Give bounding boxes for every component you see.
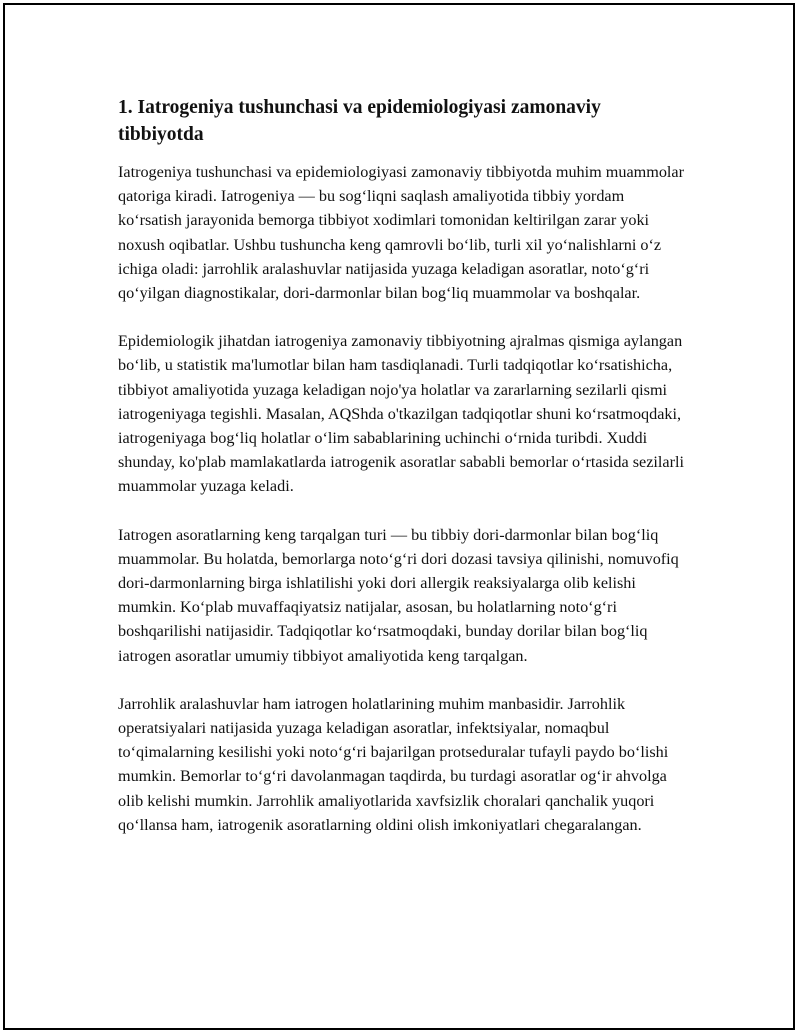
paragraph-medications: Iatrogen asoratlarning keng tarqalgan turi — bu tibbiy dori-darmonlar bilan bog‘liq muammolar. Bu holatda, bemorlarga noto‘g‘ri dori dozasi tavsiya qilinishi, nomuvofiq dori-darmonlarning birga ishlatilishi yoki dori allergik reaksiyalarga olib kelishi mumkin. Ko‘plab muvaffaqiyatsiz natijalar, asosan, bu holatlarning noto‘g‘ri boshqarilishi natijasidir. Tadqiqotlar ko‘rsatmoqdaki, bunday dorilar bilan bog‘liq iatrogen asoratlar umumiy tibbiyot amaliyotida keng tarqalgan.: [118, 525, 679, 665]
paragraph-surgery: Jarrohlik aralashuvlar ham iatrogen holatlarining muhim manbasidir. Jarrohlik operatsiyalari natijasida yuzaga keladigan asoratlar, infektsiyalar, nomaqbul to‘qimalarning kesilishi yoki noto‘g‘ri bajarilgan protseduralar tufayli paydo bo‘lishi mumkin. Bemorlar to‘g‘ri davolanmagan taqdirda, bu turdagi asoratlar og‘ir ahvolga olib kelishi mumkin. Jarrohlik amaliyotlarida xavfsizlik choralari qanchalik yuqori qo‘llansa ham, iatrogenik asoratlarning oldini olish imkoniyatlari chegaralangan.: [118, 694, 669, 834]
paragraph-epidemiology: Epidemiologik jihatdan iatrogeniya zamonaviy tibbiyotning ajralmas qismiga aylangan bo‘lib, u statistik ma'lumotlar bilan ham tasdiqlanadi. Turli tadqiqotlar ko‘rsatishicha, tibbiyot amaliyotida yuzaga keladigan nojo'ya holatlar va zararlarning sezilarli qismi iatrogeniyaga tegishli. Masalan, AQShda o'tkazilgan tadqiqotlar shuni ko‘rsatmoqdaki, iatrogeniyaga bog‘liq holatlar o‘lim sabablarining uchinchi o‘rnida turibdi. Xuddi shunday, ko'plab mamlakatlarda iatrogenik asoratlar sababli bemorlar o‘rtasida sezilarli muammolar yuzaga keladi.: [118, 332, 684, 496]
paragraph-definition: Iatrogeniya tushunchasi va epidemiologiyasi zamonaviy tibbiyotda muhim muammolar qatoriga kiradi. Iatrogeniya — bu sog‘liqni saqlash amaliyotida tibbiy yordam ko‘rsatish jarayonida bemorga tibbiyot xodimlari tomonidan keltirilgan zarar yoki noxush oqibatlar. Ushbu tushuncha keng qamrovli bo‘lib, turli xil yo‘nalishlarni o‘z ichiga oladi: jarrohlik aralashuvlar natijasida yuzaga keladigan asoratlar, noto‘g‘ri qo‘yilgan diagnostikalar, dori-darmonlar bilan bog‘liq muammolar va boshqalar.: [118, 163, 684, 303]
section-heading: 1. Iatrogeniya tushunchasi va epidemiologiyasi zamonaviy tibbiyotda: [118, 97, 601, 145]
document-body: [118, 94, 686, 861]
